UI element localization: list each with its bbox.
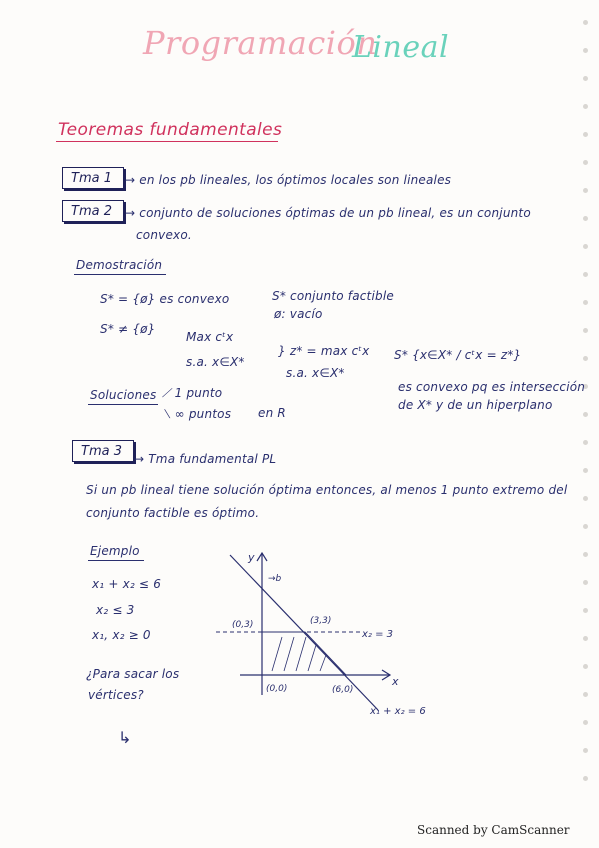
margin-holes (583, 0, 593, 848)
demo-underline (74, 274, 166, 275)
demo-sa: s.a. x∈X* (186, 355, 245, 369)
demo-convex-1: es convexo pq es intersección (398, 380, 586, 394)
theorem-3-text: → Tma fundamental PL (134, 452, 277, 466)
feasible-region (262, 632, 346, 675)
vertex-6-0-label: (6,0) (332, 685, 354, 695)
demo-heading: Demostración (76, 258, 163, 272)
vertex-3-3-label: (3,3) (310, 616, 332, 626)
theorem-2-text-2: convexo. (136, 228, 192, 242)
theorem-3-body-1: Si un pb lineal tiene solución óptima entonces, al menos 1 punto extremo del (86, 483, 568, 497)
soluciones-option-2-suffix: en R (258, 406, 286, 420)
direction-label: →b (268, 574, 282, 584)
x-axis-label: x (392, 675, 399, 688)
theorem-1-box (62, 167, 124, 189)
scanner-watermark: Scanned by CamScanner (417, 823, 570, 837)
vertex-0-3-label: (0,3) (232, 620, 254, 630)
theorem-1-text: → en los pb lineales, los óptimos locales son lineales (125, 173, 452, 187)
line-x2-label: x₂ = 3 (362, 629, 394, 640)
hatch-line (284, 637, 294, 671)
hatch-line (308, 645, 316, 671)
theorem-2-label: Tma 2 (71, 204, 112, 219)
title-lineal: Lineal (352, 30, 450, 65)
demo-line-1: S* = {ø} es convexo (100, 292, 230, 306)
theorem-3-body-2: conjunto factible es óptimo. (86, 506, 260, 520)
demo-convex-2: de X* y de un hiperplano (398, 398, 553, 412)
soluciones-option-2: ⟍ ∞ puntos (162, 407, 232, 421)
demo-sa-2: s.a. x∈X* (286, 366, 345, 380)
theorem-3-label: Tma 3 (81, 444, 122, 459)
demo-note-1: S* conjunto factible (272, 289, 394, 303)
theorem-2-box (62, 200, 124, 222)
hatch-line (272, 637, 282, 671)
y-axis-label: y (248, 551, 255, 564)
ejemplo-heading: Ejemplo (90, 544, 140, 558)
soluciones-underline (88, 404, 158, 405)
line-sum-label: x₁ + x₂ = 6 (370, 706, 426, 717)
theorem-2-text-1: → conjunto de soluciones óptimas de un pb lineal, es un conjunto (125, 206, 531, 220)
constraint-3: x₁, x₂ ≥ 0 (92, 628, 151, 642)
theorem-3-box (72, 440, 134, 462)
question-line-2: vértices? (88, 688, 144, 702)
demo-s-definition: S* {x∈X* / cᵗx = z*} (394, 348, 522, 362)
section-heading: Teoremas fundamentales (58, 120, 283, 140)
constraint-1: x₁ + x₂ ≤ 6 (92, 577, 162, 591)
hatch-line (320, 655, 326, 671)
section-underline (56, 141, 278, 142)
demo-max: Max cᵗx (186, 330, 234, 344)
theorem-1-label: Tma 1 (71, 171, 112, 186)
ejemplo-underline (88, 560, 144, 561)
followup-arrow: ↳ (118, 728, 132, 747)
constraint-2: x₂ ≤ 3 (96, 603, 135, 617)
demo-line-2: S* ≠ {ø} (100, 322, 156, 336)
demo-note-2: ø: vacío (274, 307, 323, 321)
demo-zeq: } z* = max cᵗx (278, 344, 370, 358)
feasible-region-graph (200, 545, 440, 730)
question-line-1: ¿Para sacar los (86, 667, 180, 681)
vertex-0-0-label: (0,0) (266, 684, 288, 694)
title-programacion: Programación (143, 24, 378, 62)
soluciones-option-1: ⟋ 1 punto (162, 386, 223, 400)
soluciones-label: Soluciones (90, 388, 157, 402)
hatch-line (296, 637, 306, 671)
